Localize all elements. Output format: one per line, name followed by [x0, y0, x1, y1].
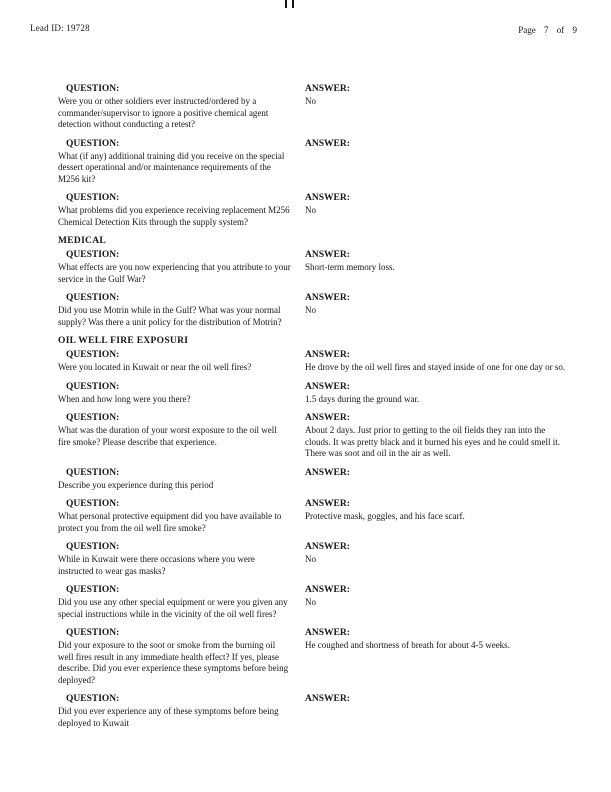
question-label: QUESTION: [66, 413, 120, 424]
qa-row [58, 382, 571, 406]
qa-row [58, 139, 571, 186]
qa-row [58, 468, 571, 492]
qa-row [58, 250, 571, 285]
answer-text: No [305, 554, 316, 565]
question-label: QUESTION: [66, 542, 120, 553]
answer-label: ANSWER: [305, 542, 350, 553]
qa-row [58, 193, 571, 228]
qa-row [58, 628, 571, 686]
section-heading: OIL WELL FIRE EXPOSURI [58, 336, 189, 347]
qa-row [58, 413, 571, 460]
answer-column [305, 193, 571, 217]
scan-marks [285, 0, 294, 8]
question-label: QUESTION: [66, 467, 120, 478]
question-text: What problems did you experience receiving replacement M256 Chemical Detection Kits through the supply system? [58, 205, 290, 227]
qa-row [58, 694, 571, 729]
question-label: QUESTION: [66, 499, 120, 510]
question-label: QUESTION: [66, 381, 120, 392]
section-heading: MEDICAL [58, 236, 107, 247]
answer-label: ANSWER: [305, 628, 350, 639]
question-column [58, 293, 305, 328]
answer-label: ANSWER: [305, 193, 350, 204]
answer-label: ANSWER: [305, 381, 350, 392]
answer-column [305, 293, 571, 317]
question-label: QUESTION: [66, 694, 120, 705]
answer-label: ANSWER: [305, 250, 350, 261]
answer-label: ANSWER: [305, 499, 350, 510]
answer-column [305, 350, 571, 374]
answer-column [305, 468, 571, 480]
answer-column [305, 499, 571, 523]
question-text: While in Kuwait were there occasions where you were instructed to wear gas masks? [58, 554, 255, 576]
page-number-label: Page 7 of 9 [518, 25, 577, 35]
answer-column [305, 250, 571, 274]
question-text: What (if any) additional training did you receive on the special dessert operational and/or maintenance requirements of the M256 kit? [58, 150, 285, 184]
question-column [58, 542, 305, 577]
question-column [58, 250, 305, 285]
question-text: What personal protective equipment did you have available to protect you from the oil well fire smoke? [58, 511, 282, 533]
question-label: QUESTION: [66, 138, 120, 149]
question-column [58, 413, 305, 448]
question-text: Describe you experience during this period [58, 479, 214, 490]
question-text: What was the duration of your worst exposure to the oil well fire smoke? Please describe that experience. [58, 425, 277, 447]
answer-text: No [305, 96, 316, 106]
qa-row [58, 542, 571, 577]
answer-column [305, 382, 571, 406]
question-column [58, 84, 305, 131]
answer-text: He coughed and shortness of breath for about 4-5 weeks. [305, 640, 510, 651]
question-text: Were you located in Kuwait or near the oil well fires? [58, 362, 252, 373]
answer-label: ANSWER: [305, 84, 350, 94]
scan-tick-icon [285, 0, 287, 8]
question-text: Were you or other soldiers ever instructed/ordered by a commander/supervisor to ignore a positive chemical agent detection without conducting a retest? [58, 96, 269, 130]
question-text: When and how long were you there? [58, 393, 191, 404]
question-column [58, 499, 305, 534]
question-label: QUESTION: [66, 84, 120, 94]
answer-label: ANSWER: [305, 293, 350, 304]
answer-text: No [305, 205, 316, 216]
question-text: Did your exposure to the soot or smoke from the burning oil well fires result in any immediate health effect? If yes, please describe. Did you ever experience these symptoms before being deployed? [58, 640, 289, 685]
question-column [58, 382, 305, 406]
question-column [58, 468, 305, 492]
qa-row [58, 499, 571, 534]
answer-text: No [305, 305, 316, 316]
answer-text: He drove by the oil well fires and stayed inside of one for one day or so. [305, 362, 566, 373]
answer-column [305, 628, 571, 652]
answer-text: 1.5 days during the ground war. [305, 393, 420, 404]
answer-label: ANSWER: [305, 350, 350, 361]
answer-column [305, 413, 571, 460]
answer-label: ANSWER: [305, 138, 350, 149]
qa-row [58, 350, 571, 374]
question-column [58, 585, 305, 620]
question-column [58, 350, 305, 374]
question-text: Did you use Motrin while in the Gulf? What was your normal supply? Was there a unit policy for the distribution of Motrin? [58, 305, 282, 327]
answer-column [305, 694, 571, 706]
question-column [58, 628, 305, 686]
answer-label: ANSWER: [305, 413, 350, 424]
answer-label: ANSWER: [305, 694, 350, 705]
answer-label: ANSWER: [305, 585, 350, 596]
answer-text: About 2 days. Just prior to getting to the oil fields they ran into the clouds. It was pretty black and it burned his eyes and he could smell it. There was soot and oil in the air as well. [305, 425, 560, 459]
question-label: QUESTION: [66, 628, 120, 639]
question-label: QUESTION: [66, 585, 120, 596]
answer-column [305, 542, 571, 566]
qa-row [58, 585, 571, 620]
answer-text: No [305, 597, 316, 608]
qa-list [58, 84, 571, 737]
answer-column [305, 139, 571, 151]
scan-tick-icon [292, 0, 294, 8]
question-column [58, 694, 305, 729]
answer-text: Protective mask, goggles, and his face scarf. [305, 511, 465, 522]
question-label: QUESTION: [66, 193, 120, 204]
question-text: What effects are you now experiencing that you attribute to your service in the Gulf War? [58, 262, 291, 284]
answer-column [305, 84, 571, 108]
question-label: QUESTION: [66, 293, 120, 304]
question-label: QUESTION: [66, 250, 120, 261]
lead-id-label: Lead ID: 19728 [30, 23, 90, 33]
question-text: Did you ever experience any of these symptoms before being deployed to Kuwait [58, 706, 279, 728]
answer-column [305, 585, 571, 609]
qa-row [58, 293, 571, 328]
question-column [58, 193, 305, 228]
question-label: QUESTION: [66, 350, 120, 361]
answer-label: ANSWER: [305, 467, 350, 478]
qa-row [58, 84, 571, 131]
answer-text: Short-term memory loss. [305, 262, 395, 273]
question-column [58, 139, 305, 186]
question-text: Did you use any other special equipment or were you given any special instructions while in the vicinity of the oil well fires? [58, 597, 288, 619]
